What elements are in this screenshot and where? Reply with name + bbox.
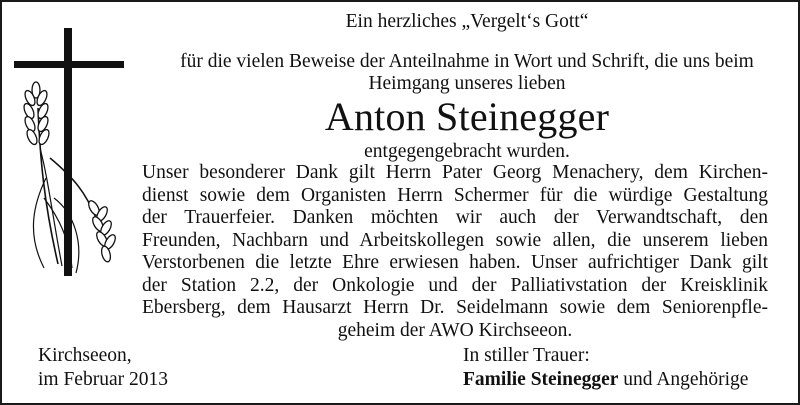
place: Kirchseeon, xyxy=(38,345,132,366)
received-line: entgegengebracht wurden. xyxy=(364,141,570,162)
family-name: Familie Steinegger xyxy=(463,369,619,390)
relatives: und Angehörige xyxy=(623,369,749,390)
signature xyxy=(463,368,748,391)
gratitude-paragraph xyxy=(142,162,768,342)
thanks-line-2: Heimgang unseres lieben xyxy=(368,73,566,94)
paragraph-line: Unser besonderer Dank gilt Herrn Pater Georg Menachery, dem Kirchen- xyxy=(142,162,768,183)
cross-with-wheat-icon xyxy=(14,28,126,278)
paragraph-line: dienst sowie dem Organisten Herrn Schermer für die würdige Gestaltung xyxy=(142,184,768,206)
deceased-name: Anton Steinegger xyxy=(324,94,610,139)
paragraph-line: Freunden, Nachbarn und Arbeitskollegen sowie allen, die unserem lieben xyxy=(142,229,768,251)
thanks-line-1: für die vielen Beweise der Anteilnahme in Wort und Schrift, die uns beim xyxy=(180,51,754,72)
paragraph-line: der Station 2.2, der Onkologie und der Palliativstation der Kreisklinik xyxy=(142,274,768,296)
paragraph-line: Verstorbenen die letzte Ehre erwiesen haben. Unser aufrichtiger Dank gilt xyxy=(142,252,768,273)
paragraph-line: Ebersberg, dem Hausarzt Herrn Dr. Seidelmann sowie dem Seniorenpfle- xyxy=(142,297,768,318)
paragraph-line: geheim der AWO Kirchseeon. xyxy=(337,319,573,341)
mourning-label: In stiller Trauer: xyxy=(463,345,590,366)
paragraph-line: der Trauerfeier. Danken möchten wir auch der Verwandtschaft, den xyxy=(142,207,768,228)
intro-line: Ein herzliches „Vergelt‘s Gott“ xyxy=(345,11,589,32)
date: im Februar 2013 xyxy=(38,369,168,390)
